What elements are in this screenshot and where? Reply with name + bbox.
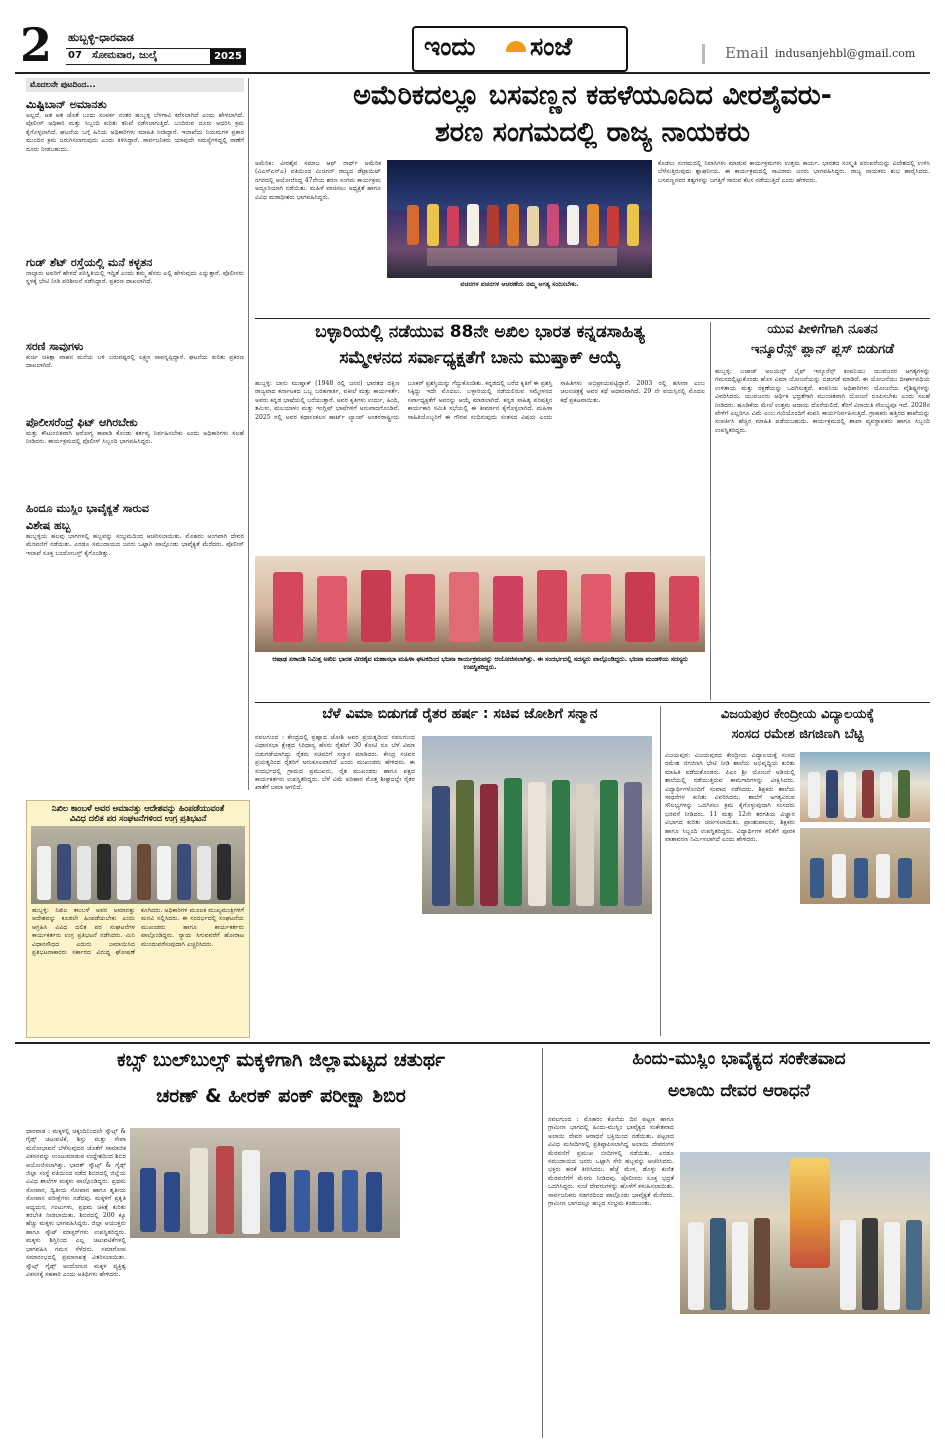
scouts-headline-line1: ಕಬ್ಸ್ ಬುಲ್‌ಬುಲ್ಸ್ ಮಕ್ಕಳಿಗಾಗಿ ಜಿಲ್ಲಾಮಟ್ಟದ ಚತುರ್ಥ xyxy=(117,1050,445,1071)
protest-headline-line2: ವಿವಿಧ ದಲಿತ ಪರ ಸಂಘಟನೆಗಳಿಂದ ಉಗ್ರ ಪ್ರತಿಭಟನೆ xyxy=(69,813,207,823)
singer xyxy=(449,572,479,642)
section-title: ವಿಶೇಷ ಹಬ್ಬ xyxy=(26,519,71,532)
singer xyxy=(493,576,523,642)
section-title: ಹಿಂದೂ ಮುಸ್ಲಿಂ ಭಾವೈಕ್ಯತೆ ಸಾರುವ xyxy=(26,502,149,515)
alai-headline-line2: ಅಲಾಯಿ ದೇವರ ಆರಾಧನೆ xyxy=(667,1082,811,1101)
singer xyxy=(581,574,611,642)
protester xyxy=(217,844,231,900)
stage-person xyxy=(487,205,499,245)
date-text: ಸೋಮವಾರ, ಜುಲೈ xyxy=(92,50,158,61)
farmer xyxy=(624,782,642,906)
email-block xyxy=(702,44,925,64)
column-divider xyxy=(248,78,249,790)
devotee xyxy=(906,1220,922,1310)
stage-person xyxy=(587,204,599,246)
left-column xyxy=(26,78,244,790)
sahitya-body: ಹುಬ್ಬಳ್ಳಿ: ಬಾನು ಮುಷ್ತಾಕ್ (1948 ರಲ್ಲಿ ಜನನ) ಭಾರತದ ದಕ್ಷಿಣ ರಾಜ್ಯವಾದ ಕರ್ನಾಟಕದ ಒಬ್ಬ ಬರಹಗಾರ್ತಿ, ವಕೀಲೆ ಮತ್ತು ಕಾರ್ಯಕರ್ತೆ. ಅವರು ಕನ್ನಡ ಭಾಷೆಯಲ್ಲಿ ಬರೆಯುತ್ತಾರೆ. ಅವರ ಕೃತಿಗಳು ಉರ್ದು, ಹಿಂದಿ, ತಮಿಳು, ಮಲಯಾಳಂ ಮತ್ತು ಇಂಗ್ಲಿಷ್ ಭಾಷೆಗಳಿಗೆ ಅನುವಾದಗೊಂಡಿವೆ. 2025 ರಲ್ಲಿ ಅವರ ಕಥಾಸಂಕಲನ ಹಾರ್ಟ್ ಲ್ಯಾಂಪ್ ಅಂತರರಾಷ್ಟ್ರೀಯ ಬೂಕರ್ ಪ್ರಶಸ್ತಿಯನ್ನು ಗೆದ್ದುಕೊಂಡಿತು. ಕನ್ನಡದಲ್ಲಿ ಬರೆದ ಕೃತಿಗೆ ಈ ಪ್ರಶಸ್ತಿ ಸಿಕ್ಕಿದ್ದು ಇದೇ ಮೊದಲು. ಬಳ್ಳಾರಿಯಲ್ಲಿ ನಡೆಯಲಿರುವ ಸಮ್ಮೇಳನದ ಸರ್ವಾಧ್ಯಕ್ಷತೆಗೆ ಅವರನ್ನು ಆಯ್ಕೆ ಮಾಡಲಾಗಿದೆ. ಕನ್ನಡ ಸಾಹಿತ್ಯ ಪರಿಷತ್ತಿನ ಕಾರ್ಯಕಾರಿ ಸಮಿತಿ ಸಭೆಯಲ್ಲಿ ಈ ತೀರ್ಮಾನ ಕೈಗೊಳ್ಳಲಾಗಿದೆ. ಮಹಿಳಾ ಸಾಹಿತಿಯೊಬ್ಬರಿಗೆ ಈ ಗೌರವ ಸಂದಿರುವುದು ಸಂತಸದ ವಿಷಯ ಎಂದು ಸಾಹಿತಿಗಳು ಅಭಿಪ್ರಾಯಪಟ್ಟಿದ್ದಾರೆ. 2003 ರಲ್ಲಿ ಹಸೀನಾ ಎಂಬ ಚಲನಚಿತ್ರಕ್ಕೆ ಅವರ ಕಥೆ ಆಧಾರವಾಗಿದೆ. 29 ನೇ ವಯಸ್ಸಿನಲ್ಲಿ ಮೊದಲ ಕಥೆ ಪ್ರಕಟವಾಯಿತು. xyxy=(255,380,705,421)
devotee xyxy=(754,1218,770,1310)
protester xyxy=(157,846,171,900)
sun-icon xyxy=(506,41,526,52)
visitor xyxy=(826,770,838,818)
school-headline-line1: ವಿಜಯಪುರ ಕೇಂದ್ರೀಯ ವಿದ್ಯಾಲಯಕ್ಕೆ xyxy=(720,708,875,722)
stage-person xyxy=(527,206,539,246)
protester xyxy=(197,846,211,900)
protester xyxy=(37,846,51,900)
lead-headline-line2: ಶರಣ ಸಂಗಮದಲ್ಲಿ ರಾಜ್ಯ ನಾಯಕರು xyxy=(434,117,751,148)
section-body: ನಾಲ್ಕಾರು ಅವರಿಗೆ ಹೇಳದೆ ಪರಿಸ್ಥಿತಿಯಲ್ಲಿ ಇದ್ದಿತೆ ಎಂದು ತಮ್ಮ ಹೆಸರು ಎಲ್ಲಿ ಹೇಳುವುದು ಎನ್ನುತ್ತಾರೆ. ಪೊಲೀಸರು ಸ್ಥಳಕ್ಕೆ ಭೇಟಿ ನೀಡಿ ಪರಿಶೀಲನೆ ನಡೆಸಿದ್ದಾರೆ. ಪ್ರಕರಣ ದಾಖಲಾಗಿದೆ. xyxy=(26,270,244,286)
section-rule xyxy=(255,702,930,703)
column-divider xyxy=(542,1048,543,1438)
singer xyxy=(273,572,303,642)
devotee xyxy=(862,1218,878,1310)
school-photo xyxy=(800,752,930,822)
scout-child xyxy=(270,1172,286,1232)
brand-left-text: ಇಂದು xyxy=(424,32,476,61)
student xyxy=(898,858,912,898)
visitor xyxy=(862,770,874,818)
section-body: ಮತ್ತು ಕೌಟುಂಬಿಕವಾಗಿ ಆರೋಗ್ಯ ಕಾಪಾಡಿ ಕೊಂಡು ಕರ್ತವ್ಯ ನಿರ್ವಹಿಸಬೇಕು ಎಂದು ಅಧಿಕಾರಿಗಳು ಸಲಹೆ ನೀಡಿದರು. ಕಾರ್ಯಕ್ರಮದಲ್ಲಿ ಪೊಲೀಸ್ ಸಿಬ್ಬಂದಿ ಭಾಗವಹಿಸಿದ್ದರು. xyxy=(26,430,244,446)
insurance-body: ಹುಬ್ಬಳ್ಳಿ: ಬಜಾಜ್ ಅಲಯನ್ಸ್ ಲೈಫ್ ಇನ್ಶೂರೆನ್ಸ್ ಕಂಪನಿಯು ಯುವಜನರ ಅಗತ್ಯಗಳನ್ನು ಗಮನದಲ್ಲಿಟ್ಟುಕೊಂಡು ಹೊಸ ವಿಮಾ ಯೋಜನೆಯನ್ನು ಬಿಡುಗಡೆ ಮಾಡಿದೆ. ಈ ಯೋಜನೆಯು ದೀರ್ಘಾವಧಿಯ ಉಳಿತಾಯ ಮತ್ತು ರಕ್ಷಣೆಯನ್ನು ಒದಗಿಸುತ್ತದೆ. ಕಂಪನಿಯ ಅಧಿಕಾರಿಗಳು ಯೋಜನೆಯ ವೈಶಿಷ್ಟ್ಯಗಳನ್ನು ವಿವರಿಸಿದರು. ಯುವಜನರು ಆರ್ಥಿಕ ಭದ್ರತೆಗಾಗಿ ಮುಂಚಿತವಾಗಿ ಯೋಜನೆ ರೂಪಿಸಬೇಕು ಎಂದು ಸಲಹೆ ನೀಡಿದರು. ಹೂಡಿಕೆಯ ಮೇಲೆ ಉತ್ತಮ ಆದಾಯ ದೊರೆಯಲಿದೆ. ತೆರಿಗೆ ವಿನಾಯಿತಿ ಸೌಲಭ್ಯವೂ ಇದೆ. 2028ರ ವೇಳೆಗೆ ಎಲ್ಲರಿಗೂ ವಿಮೆ ಎಂಬ ಗುರಿಯೊಂದಿಗೆ ಕಂಪನಿ ಕಾರ್ಯನಿರ್ವಹಿಸುತ್ತಿದೆ. ಗ್ರಾಹಕರು ಹತ್ತಿರದ ಶಾಖೆಯನ್ನು ಸಂಪರ್ಕಿಸಿ ಹೆಚ್ಚಿನ ಮಾಹಿತಿ ಪಡೆಯಬಹುದು. ಕಾರ್ಯಕ್ರಮದಲ್ಲಿ ಶಾಖಾ ವ್ಯವಸ್ಥಾಪಕರು ಹಾಗೂ ಸಿಬ್ಬಂದಿ ಉಪಸ್ಥಿತರಿದ್ದರು. xyxy=(715,368,930,434)
protester xyxy=(57,844,71,900)
brand-logo xyxy=(412,26,628,72)
section-title: ಸರಣಿ ಸಾವುಗಳು xyxy=(26,340,84,353)
singer xyxy=(625,572,655,642)
school-body-continued xyxy=(800,908,930,1036)
stage-person xyxy=(547,204,559,246)
date-year: 2025 xyxy=(210,49,246,64)
masthead-rule xyxy=(15,72,930,74)
stage-person xyxy=(627,204,639,246)
scout-child xyxy=(294,1170,310,1232)
scouts-photo xyxy=(130,1128,400,1238)
farmer xyxy=(504,778,522,906)
alai-headline-line1: ಹಿಂದು-ಮುಸ್ಲಿಂ ಭಾವೈಕ್ಯದ ಸಂಕೇತವಾದ xyxy=(632,1050,846,1069)
bhajan-photo xyxy=(255,556,705,652)
alai-photo xyxy=(680,1152,930,1314)
farmer xyxy=(552,780,570,906)
scout-child xyxy=(164,1172,180,1232)
singer xyxy=(537,570,567,642)
section-body: ಕುರ್ಚಿ ಚಿಕಿತ್ಸಾ ವಾಹನ ಮನೆಯ ಬಳಿ ಬರುವಷ್ಟರಲ್ಲಿ ಲಕ್ಷ್ಮಣ ಸಾವನ್ನಪ್ಪಿದ್ದಾರೆ. ಘಟನೆಯ ಕುರಿತು ಪ್ರಕರಣ ದಾಖಲಾಗಿದೆ. xyxy=(26,354,244,370)
section-title: ಗುಡ್ ಶೆಟ್ ರಸ್ತೆಯಲ್ಲಿ ಮನೆ ಕಳ್ಳತನ xyxy=(26,256,153,269)
singer xyxy=(405,574,435,642)
visitor xyxy=(808,772,820,818)
adult xyxy=(190,1148,208,1234)
crop-photo xyxy=(422,736,652,914)
student xyxy=(810,858,824,898)
lead-photo-caption: ವಚನಗಳ ವಚನಗಳ ಆಚರಣೆಯ ನಮ್ಮ ಅಗತ್ಯ ಸಂದಿಸಬೇಕು. xyxy=(460,281,579,288)
protest-headline-line1: ನಿಖಿಲ ಕಾಂಬಳೆ ಅವರ ಅಮಾನತ್ತು ಆದೇಶವನ್ನು ಹಿಂಪಡೆಯುವಂತೆ xyxy=(51,804,225,813)
alai-structure xyxy=(790,1158,830,1268)
protester xyxy=(137,844,151,900)
farmer xyxy=(480,784,498,906)
insurance-headline-line1: ಯುವ ಪೀಳಿಗೆಗಾಗಿ ನೂತನ xyxy=(767,323,878,337)
column-divider xyxy=(710,322,711,700)
bhajan-photo-caption: ಆಷಾಢ ಏಕಾದಶಿ ನಿಮಿತ್ತ ಅಖಿಲ ಭಾರತ ವೀರಶೈವ ಮಹಾಸಭಾ ಮಹಿಳಾ ಘಟಕದಿಂದ ಭಜನಾ ಕಾರ್ಯಕ್ರಮವನ್ನು ಆಯೋಜಿಸಲಾಗಿತ್ತು. ಈ ಸಂದರ್ಭದಲ್ಲಿ ಸದಸ್ಯರು ಪಾಲ್ಗೊಂಡಿದ್ದರು. ಭಜನಾ ಮಂಡಳಿಯ ಸದಸ್ಯರು ಉಪಸ್ಥಿತರಿದ್ದರು. xyxy=(272,656,688,672)
devotee xyxy=(884,1222,900,1310)
devotee xyxy=(732,1222,748,1310)
protester xyxy=(177,844,191,900)
lead-body-right: ಕೊಡಲು ಸಂಗಮದಲ್ಲಿ ನಿವಾಸಿಗಳು ಮಾಡುವ ಕಾರ್ಯಕ್ರಮಗಳು ಉತ್ತಮ ಕಾರ್ಯ. ಭಾರತದ ಸಂಸ್ಕೃತಿ ಪರಂಪರೆಯನ್ನು ವಿದೇಶದಲ್ಲಿ ಉಳಿಸಿ ಬೆಳೆಸುತ್ತಿರುವುದು ಶ್ಲಾಘನೀಯ. ಈ ಕಾರ್ಯಕ್ರಮದಲ್ಲಿ ಸಾವಿರಾರು ಜನರು ಭಾಗವಹಿಸಿದ್ದರು. ರಾಜ್ಯ ನಾಯಕರು ಶುಭ ಹಾರೈಸಿದರು. ಬಸವಣ್ಣನವರ ತತ್ವಗಳನ್ನು ಜಗತ್ತಿಗೆ ಸಾರುವ ಕೆಲಸ ನಡೆಯುತ್ತಿದೆ ಎಂದು ಹೇಳಿದರು. xyxy=(658,160,930,184)
stage-person xyxy=(407,205,419,245)
singer xyxy=(669,576,699,642)
farmer xyxy=(456,780,474,906)
edition-label: ಹುಬ್ಬಳ್ಳಿ-ಧಾರವಾಡ xyxy=(68,31,134,44)
section-body: ಅಲ್ಲದೆ, ಆತ ಆತ ಜೊತೆ ಬಂದು ಸಂಪರ್ಕ ನಂತರ ಹುಬ್ಬಳ್ಳಿ ಬೆಳಗಾವಿ ಕರೆಸಲಾಗಿದೆ ಎಂದು ಹೇಳಲಾಗಿದೆ. ಪೊಲೀಸ್ ಅಧಿಕಾರಿ ಮತ್ತು ಸಿಬ್ಬಂದಿ ಕುರಿತು ತನಿಖೆ ನಡೆಸಲಾಗುತ್ತಿದೆ. ಬಂದಿರುವ ದೂರು ಆಧರಿಸಿ ಕ್ರಮ ಕೈಗೊಳ್ಳಲಾಗಿದೆ. ಘಟನೆಯ ಬಗ್ಗೆ ಹಿರಿಯ ಅಧಿಕಾರಿಗಳು ಮಾಹಿತಿ ನೀಡಿದ್ದಾರೆ. ಇಲಾಖೆಯ ನಿಯಮಗಳ ಪ್ರಕಾರ ಮುಂದಿನ ಕ್ರಮ ಜರುಗಿಸಲಾಗುವುದು ಎಂದು ತಿಳಿಸಿದ್ದಾರೆ. ಸಾರ್ವಜನಿಕರು ಯಾವುದೇ ಸಮಸ್ಯೆಗಳಿದ್ದಲ್ಲಿ ಠಾಣೆಗೆ ದೂರು ನೀಡಬಹುದು. xyxy=(26,112,244,153)
singer xyxy=(361,570,391,642)
adult xyxy=(242,1150,260,1234)
insurance-headline-line2: ಇನ್ಶೂರೆನ್ಸ್ ಪ್ಲಾನ್ ಪ್ಲಸ್ ಬಿಡುಗಡೆ xyxy=(750,343,895,357)
sahitya-headline-line2: ಸಮ್ಮೇಳನದ ಸರ್ವಾಧ್ಯಕ್ಷತೆಗೆ ಬಾನು ಮುಷ್ತಾಕ್ ಆಯ್ಕೆ xyxy=(339,349,621,368)
visitor xyxy=(880,772,892,818)
farmer xyxy=(600,780,618,906)
protester xyxy=(77,846,91,900)
student xyxy=(876,854,890,898)
section-title: ಪೊಲೀಸರೆಂದ್ರೆ ಫಿಟ್ ಆಗಿರಬೇಕು xyxy=(26,416,138,429)
continued-header: ಮೊದಲನೇ ಪುಟದಿಂದ... xyxy=(26,78,244,92)
adult xyxy=(216,1146,234,1234)
scout-child xyxy=(342,1170,358,1232)
alai-body-continued xyxy=(680,1318,930,1436)
devotee xyxy=(710,1218,726,1310)
scouts-body-right xyxy=(405,1128,535,1436)
column-divider xyxy=(660,706,661,1036)
stage-person xyxy=(607,206,619,246)
scouts-body: ಧಾರವಾಡ : ಮಕ್ಕಳಲ್ಲಿ ಚಿಕ್ಕಂದಿನಿಂದಲೇ ಸ್ಕೌಟ್ಸ್ & ಗೈಡ್ಸ್ ಚಟುವಟಿಕೆ, ಶಿಸ್ತು ಮತ್ತು ಸೇವಾ ಮನೋಭಾವನೆ ಬೆಳೆಸುವುದರ ಜೊತೆಗೆ ಸಾಮಾಜಿಕ ವಿಕಸನವನ್ನು ಉಂಟುಮಾಡುವ ಉದ್ದೇಶದಿಂದ ಶಿಬಿರ ಆಯೋಜಿಸಲಾಗಿತ್ತು. ಭಾರತ್ ಸ್ಕೌಟ್ಸ್ & ಗೈಡ್ಸ್ ಜಿಲ್ಲಾ ಸಂಸ್ಥೆ ವತಿಯಿಂದ ನಡೆದ ಶಿಬಿರದಲ್ಲಿ ಜಿಲ್ಲೆಯ ವಿವಿಧ ಶಾಲೆಗಳ ಮಕ್ಕಳು ಪಾಲ್ಗೊಂಡಿದ್ದರು. ಪ್ರಥಮ ಸೋಪಾನ, ದ್ವಿತೀಯ ಸೋಪಾನ ಹಾಗೂ ತೃತೀಯ ಸೋಪಾನ ಪರೀಕ್ಷೆಗಳು ನಡೆದವು. ಮಕ್ಕಳಿಗೆ ಪ್ರಕೃತಿ ಅಧ್ಯಯನ, ಗಂಟುಗಳು, ಪ್ರಥಮ ಚಿಕಿತ್ಸೆ ಕುರಿತು ತರಬೇತಿ ನೀಡಲಾಯಿತು. ಶಿಬಿರದಲ್ಲಿ 200 ಕ್ಕೂ ಹೆಚ್ಚು ಮಕ್ಕಳು ಭಾಗವಹಿಸಿದ್ದರು. ಜಿಲ್ಲಾ ಆಯುಕ್ತರು ಹಾಗೂ ಸ್ಕೌಟ್ ಮಾಸ್ಟರ್‌ಗಳು ಉಪಸ್ಥಿತರಿದ್ದರು. ಮಕ್ಕಳು ಶಿಸ್ತಿನಿಂದ ಎಲ್ಲ ಚಟುವಟಿಕೆಗಳಲ್ಲಿ ಭಾಗವಹಿಸಿ ಗಮನ ಸೆಳೆದರು. ಸಮಾರೋಪ ಸಮಾರಂಭದಲ್ಲಿ ಪ್ರಮಾಣಪತ್ರ ವಿತರಿಸಲಾಯಿತು. ಸ್ಕೌಟ್ಸ್ ಗೈಡ್ಸ್ ಆಂದೋಲನ ಮಕ್ಕಳ ವ್ಯಕ್ತಿತ್ವ ವಿಕಸನಕ್ಕೆ ಸಹಕಾರಿ ಎಂದು ಅತಿಥಿಗಳು ಹೇಳಿದರು. xyxy=(26,1128,126,1278)
section-rule xyxy=(255,318,930,319)
scout-child xyxy=(366,1172,382,1232)
visitor xyxy=(898,770,910,818)
farmer xyxy=(576,784,594,906)
sahitya-headline-line1: ಬಳ್ಳಾರಿಯಲ್ಲಿ ನಡೆಯುವ 88ನೇ ಅಖಿಲ ಭಾರತ ಕನ್ನಡಸಾಹಿತ್ಯ xyxy=(315,323,645,342)
farmer xyxy=(432,786,450,906)
crop-headline: ಬೆಳೆ ವಿಮಾ ಬಿಡುಗಡೆ ರೈತರ ಹರ್ಷ : ಸಚಿವ ಜೋಶಿಗೆ ಸನ್ಮಾನ xyxy=(322,706,598,722)
lead-body-left: ಅಮೆರಿಕ: ವೀರಶೈವ ಸಮಾಜ ಆಫ್ ನಾರ್ಥ್ ಅಮೆರಿಕ (ವಿಎಸ್‌ಎನ್‌ಎ) ವತಿಯಿಂದ ಮಿಚಿಗನ್ ರಾಜ್ಯದ ಡೆಟ್ರಾಯಿಟ್ ನಗರದಲ್ಲಿ ಆಯೋಜಿಸಿದ್ದ 47ನೇಯ ಶರಣ ಸಂಗಮ ಕಾರ್ಯಕ್ರಮ ಅದ್ದೂರಿಯಾಗಿ ನಡೆಯಿತು. ಮಹಿಳೆ ವಾಚಿಸಲು ಅಧ್ಯಕ್ಷತೆ ಹಾಗೂ ವಿವಿಧ ಮಠಾಧೀಶರು ಭಾಗವಹಿಸಿದ್ದರು. xyxy=(255,160,381,201)
section-title: ಮಿಷ್ಟಿಬಾನ್ ಅಮಾನತು xyxy=(26,98,107,111)
section-body: ಹುಬ್ಬಳ್ಳಿಯ ಹಲವು ಭಾಗಗಳಲ್ಲಿ ಹಬ್ಬವನ್ನು ಸಂಭ್ರಮದಿಂದ ಆಚರಿಸಲಾಯಿತು. ಮೊಹರಂ ಅಂಗವಾಗಿ ದೇವರ ಮೆರವಣಿಗೆ ನಡೆಯಿತು. ಎರಡೂ ಸಮುದಾಯದ ಜನರು ಒಟ್ಟಾಗಿ ಪಾಲ್ಗೊಂಡು ಭಾವೈಕ್ಯತೆ ಮೆರೆದರು. ಪೊಲೀಸ್ ಇಲಾಖೆ ಸೂಕ್ತ ಬಂದೋಬಸ್ತ್ ಕೈಗೊಂಡಿತ್ತು. xyxy=(26,533,244,557)
section-rule xyxy=(15,1042,930,1044)
stage-banner-text xyxy=(427,248,617,266)
masthead xyxy=(0,0,945,72)
scouts-headline-line2: ಚರಣ್ & ಹೀರಕ್ ಪಂಕ್ ಪರೀಕ್ಷಾ ಶಿಬಿರ xyxy=(156,1086,406,1107)
alai-body: ನವಲಗುಂದ : ಮೊಹರಂ ಕೊನೆಯ ದಿನ ಪಟ್ಟಣ ಹಾಗೂ ಗ್ರಾಮೀಣ ಭಾಗದಲ್ಲಿ ಹಿಂದು-ಮುಸ್ಲಿಂ ಭಾವೈಕ್ಯದ ಸಂಕೇತವಾದ ಅಲಾಯಿ ದೇವರ ಆರಾಧನೆ ಭಕ್ತಿಯಿಂದ ನಡೆಯಿತು. ಪಟ್ಟಣದ ವಿವಿಧ ಮಸೀದಿಗಳಲ್ಲಿ ಪ್ರತಿಷ್ಠಾಪಿಸಲಾಗಿದ್ದ ಅಲಾಯಿ ದೇವರುಗಳ ಮೆರವಣಿಗೆ ಪ್ರಮುಖ ಬೀದಿಗಳಲ್ಲಿ ನಡೆಯಿತು. ಎರಡೂ ಸಮುದಾಯದ ಜನರು ಒಟ್ಟಾಗಿ ಸೇರಿ ಹಬ್ಬವನ್ನು ಆಚರಿಸಿದರು. ಭಕ್ತರು ಹರಕೆ ತೀರಿಸಿದರು. ಹೆಜ್ಜೆ ಮೇಳ, ಡೊಳ್ಳು ಕುಣಿತ ಮೆರವಣಿಗೆಗೆ ಮೆರಗು ನೀಡಿದವು. ಪೊಲೀಸರು ಸೂಕ್ತ ಭದ್ರತೆ ಒದಗಿಸಿದ್ದರು. ಸಂಜೆ ದೇವರುಗಳನ್ನು ಹೊಳೆಗೆ ಕಳುಹಿಸಲಾಯಿತು. ಸಾರ್ವಜನಿಕರು ಸಡಗರದಿಂದ ಪಾಲ್ಗೊಂಡು ಭಾವೈಕ್ಯತೆ ಮೆರೆದರು. ಗ್ರಾಮೀಣ ಭಾಗದಲ್ಲೂ ಹಬ್ಬದ ಸಂಭ್ರಮ ಕಂಡುಬಂತು. xyxy=(548,1116,674,1208)
devotee xyxy=(688,1222,704,1310)
stage-person xyxy=(447,206,459,246)
scout-child xyxy=(140,1168,156,1232)
visitor xyxy=(844,772,856,818)
stage-person xyxy=(567,205,579,245)
protest-body: ಹುಬ್ಬಳ್ಳಿ: ನಿಖಿಲ ಕಾಂಬಳೆ ಅವರ ಅಮಾನತ್ತು ಆದೇಶವನ್ನು ಕೂಡಲೇ ಹಿಂಪಡೆಯಬೇಕು ಎಂದು ಆಗ್ರಹಿಸಿ ವಿವಿಧ ದಲಿತ ಪರ ಸಂಘಟನೆಗಳ ಕಾರ್ಯಕರ್ತರು ಉಗ್ರ ಪ್ರತಿಭಟನೆ ನಡೆಸಿದರು. ಮಿನಿ ವಿಧಾನಸೌಧದ ಎದುರು ಜಮಾಯಿಸಿದ ಪ್ರತಿಭಟನಾಕಾರರು ಸರ್ಕಾರದ ವಿರುದ್ಧ ಘೋಷಣೆ ಕೂಗಿದರು. ಅಧಿಕಾರಿಗಳ ಮೂಲಕ ಮುಖ್ಯಮಂತ್ರಿಗಳಿಗೆ ಮನವಿ ಸಲ್ಲಿಸಿದರು. ಈ ಸಂದರ್ಭದಲ್ಲಿ ಸಂಘಟನೆಯ ಮುಖಂಡರು ಹಾಗೂ ಕಾರ್ಯಕರ್ತರು ಪಾಲ್ಗೊಂಡಿದ್ದರು. ನ್ಯಾಯ ಸಿಗುವವರೆಗೆ ಹೋರಾಟ ಮುಂದುವರೆಸುವುದಾಗಿ ಎಚ್ಚರಿಸಿದರು. xyxy=(32,907,244,957)
email-label: Email xyxy=(725,44,769,62)
student xyxy=(854,858,868,898)
stage-person xyxy=(467,204,479,246)
date-day: 07 xyxy=(68,50,82,61)
protester xyxy=(97,844,111,900)
classroom-photo xyxy=(800,828,930,904)
singer xyxy=(317,576,347,642)
lead-headline-line1: ಅಮೆರಿಕದಲ್ಲೂ ಬಸವಣ್ಣನ ಕಹಳೆಯೂದಿದ ವೀರಶೈವರು- xyxy=(353,80,832,111)
protest-photo xyxy=(31,826,245,904)
convention-photo xyxy=(387,160,652,278)
farmer xyxy=(528,782,546,906)
school-body: ವಿಜಯಪುರ: ವಿಜಯಪುರದ ಕೇಂದ್ರೀಯ ವಿದ್ಯಾಲಯಕ್ಕೆ ಸಂಸದ ರಮೇಶ ಜಿಗಜಿಣಗಿ ಭೇಟಿ ನೀಡಿ ಶಾಲೆಯ ಅಭಿವೃದ್ಧಿಯ ಕುರಿತು ಮಾಹಿತಿ ಪಡೆದುಕೊಂಡರು. ಪಿಎಂ ಶ್ರೀ ಯೋಜನೆ ಅಡಿಯಲ್ಲಿ ಶಾಲೆಯಲ್ಲಿ ನಡೆಯುತ್ತಿರುವ ಕಾಮಗಾರಿಗಳನ್ನು ವೀಕ್ಷಿಸಿದರು. ವಿದ್ಯಾರ್ಥಿಗಳೊಂದಿಗೆ ಸಂವಾದ ನಡೆಸಿದರು. ಶಿಕ್ಷಕರು ಶಾಲೆಯ ಸಾಧನೆಗಳ ಕುರಿತು ವಿವರಿಸಿದರು. ಶಾಲೆಗೆ ಅಗತ್ಯವಿರುವ ಸೌಲಭ್ಯಗಳನ್ನು ಒದಗಿಸಲು ಕ್ರಮ ಕೈಗೊಳ್ಳುವುದಾಗಿ ಸಂಸದರು ಭರವಸೆ ನೀಡಿದರು. 11 ಮತ್ತು 12ನೇ ತರಗತಿಯ ವಿಜ್ಞಾನ ವಿಭಾಗದ ಕುರಿತು ಚರ್ಚಿಸಲಾಯಿತು. ಪ್ರಾಂಶುಪಾಲರು, ಶಿಕ್ಷಕರು ಹಾಗೂ ಸಿಬ್ಬಂದಿ ಉಪಸ್ಥಿತರಿದ್ದರು. ವಿದ್ಯಾರ್ಥಿಗಳ ಕಲಿಕೆಗೆ ಪೂರಕ ವಾತಾವರಣ ನಿರ್ಮಿಸಲಾಗಿದೆ ಎಂದು ಹೇಳಿದರು. xyxy=(665,752,795,844)
protest-box xyxy=(26,800,250,1038)
school-headline-line2: ಸಂಸದ ರಮೇಶ ಜಿಗಜಿಣಗಿ ಬೆಟ್ಟಿ xyxy=(731,728,864,742)
scout-child xyxy=(318,1172,334,1232)
crop-body: ನವಲಗುಂದ : ಕೇಂದ್ರದಲ್ಲಿ ಪ್ರಹ್ಲಾದ ಜೋಶಿ ಅವರ ಪ್ರಯತ್ನದಿಂದ ನವಲಗುಂದ ವಿಧಾನಸಭಾ ಕ್ಷೇತ್ರದ ಸಿರಿಧಾನ್ಯ ಹೆಸರು ರೈತರಿಗೆ 30 ಕೋಟಿ ರೂ ಬೆಳೆ ವಿಮಾ ಬಿಡುಗಡೆಯಾಗಿದ್ದು ರೈತರು ಸಚಿವರಿಗೆ ಸನ್ಮಾನ ಮಾಡಿದರು. ಕೇಂದ್ರ ಸಚಿವರ ಪ್ರಯತ್ನದಿಂದ ರೈತರಿಗೆ ಅನುಕೂಲವಾಗಿದೆ ಎಂದು ಮುಖಂಡರು ಹೇಳಿದರು. ಈ ಸಂದರ್ಭದಲ್ಲಿ ಗ್ರಾಮದ ಪ್ರಮುಖರು, ರೈತ ಮುಖಂಡರು ಹಾಗೂ ಪಕ್ಷದ ಕಾರ್ಯಕರ್ತರು ಉಪಸ್ಥಿತರಿದ್ದರು. ಬೆಳೆ ವಿಮೆ ಪರಿಹಾರ ಮೊತ್ತ ಶೀಘ್ರದಲ್ಲೇ ರೈತರ ಖಾತೆಗೆ ಜಮಾ ಆಗಲಿದೆ. xyxy=(255,734,415,792)
stage-backdrop xyxy=(387,160,652,210)
stage-person xyxy=(427,204,439,246)
protester xyxy=(117,846,131,900)
brand-right-text: ಸಂಜೆ xyxy=(530,32,573,61)
scouts-body-columns xyxy=(130,1244,400,1436)
page-number: 2 xyxy=(20,18,53,72)
stage-person xyxy=(507,204,519,246)
student xyxy=(832,854,846,898)
email-address: indusanjehbl@gmail.com xyxy=(775,47,916,60)
devotee xyxy=(840,1220,856,1310)
date-box xyxy=(66,48,246,65)
